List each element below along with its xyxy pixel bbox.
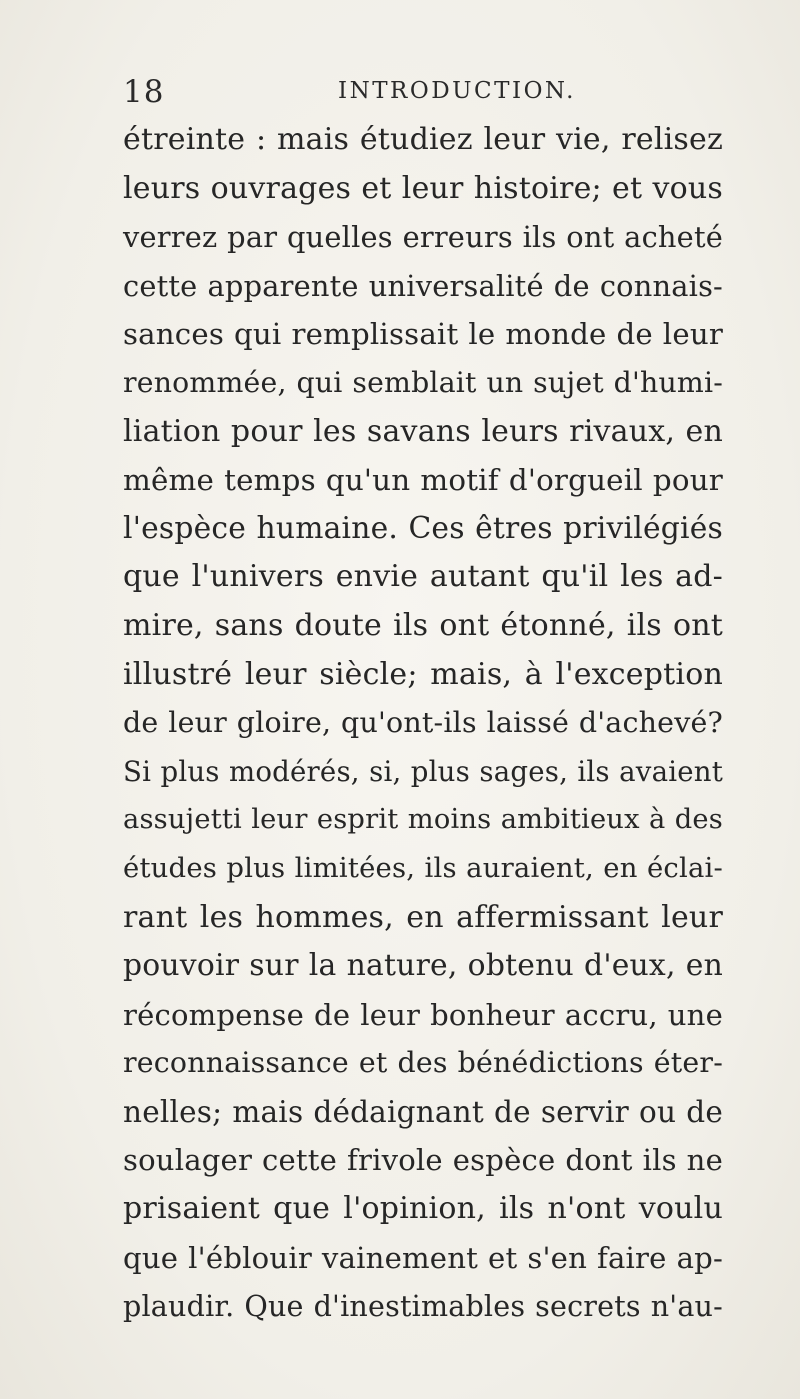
text-line: même temps qu'un motif d'orgueil pour <box>123 463 723 498</box>
text-line: assujetti leur esprit moins ambitieux à des <box>123 804 723 836</box>
text-line: l'espèce humaine. Ces êtres privilégiés <box>123 510 723 546</box>
body-text <box>123 116 723 1331</box>
text-line: cette apparente universalité de connais- <box>123 268 723 303</box>
text-line: reconnaissance et des bénédictions éter- <box>123 1046 723 1080</box>
text-line: rant les hommes, en affermissant leur <box>123 899 723 935</box>
text-line: mire, sans doute ils ont étonné, ils ont <box>123 607 723 643</box>
running-title: INTRODUCTION. <box>338 78 576 104</box>
text-line: sances qui remplissait le monde de leur <box>123 317 723 352</box>
text-line: étreinte : mais étudiez leur vie, relisez <box>123 122 723 157</box>
text-line: que l'éblouir vainement et s'en faire ap- <box>123 1240 723 1275</box>
text-line: études plus limitées, ils auraient, en éclai- <box>123 852 723 884</box>
text-line: liation pour les savans leurs rivaux, en <box>123 413 723 449</box>
text-line: récompense de leur bonheur accru, une <box>123 997 723 1032</box>
text-line: plaudir. Que d'inestimables secrets n'au- <box>123 1289 723 1324</box>
running-head <box>0 74 800 114</box>
text-line: que l'univers envie autant qu'il les ad- <box>123 559 723 595</box>
text-line: prisaient que l'opinion, ils n'ont voulu <box>123 1191 723 1227</box>
text-line: renommée, qui semblait un sujet d'humi- <box>123 365 723 399</box>
text-line: soulager cette frivole espèce dont ils ne <box>123 1143 723 1178</box>
page-number: 18 <box>123 74 165 110</box>
text-line: leurs ouvrages et leur histoire; et vous <box>123 170 723 206</box>
text-line: de leur gloire, qu'ont-ils laissé d'achevé? <box>123 706 723 740</box>
text-line: illustré leur siècle; mais, à l'exception <box>123 656 723 692</box>
text-line: nelles; mais dédaignant de servir ou de <box>123 1094 723 1129</box>
text-line: Si plus modérés, si, plus sages, ils avaient <box>123 754 723 788</box>
text-line: verrez par quelles erreurs ils ont acheté <box>123 220 723 255</box>
text-line: pouvoir sur la nature, obtenu d'eux, en <box>123 948 723 984</box>
